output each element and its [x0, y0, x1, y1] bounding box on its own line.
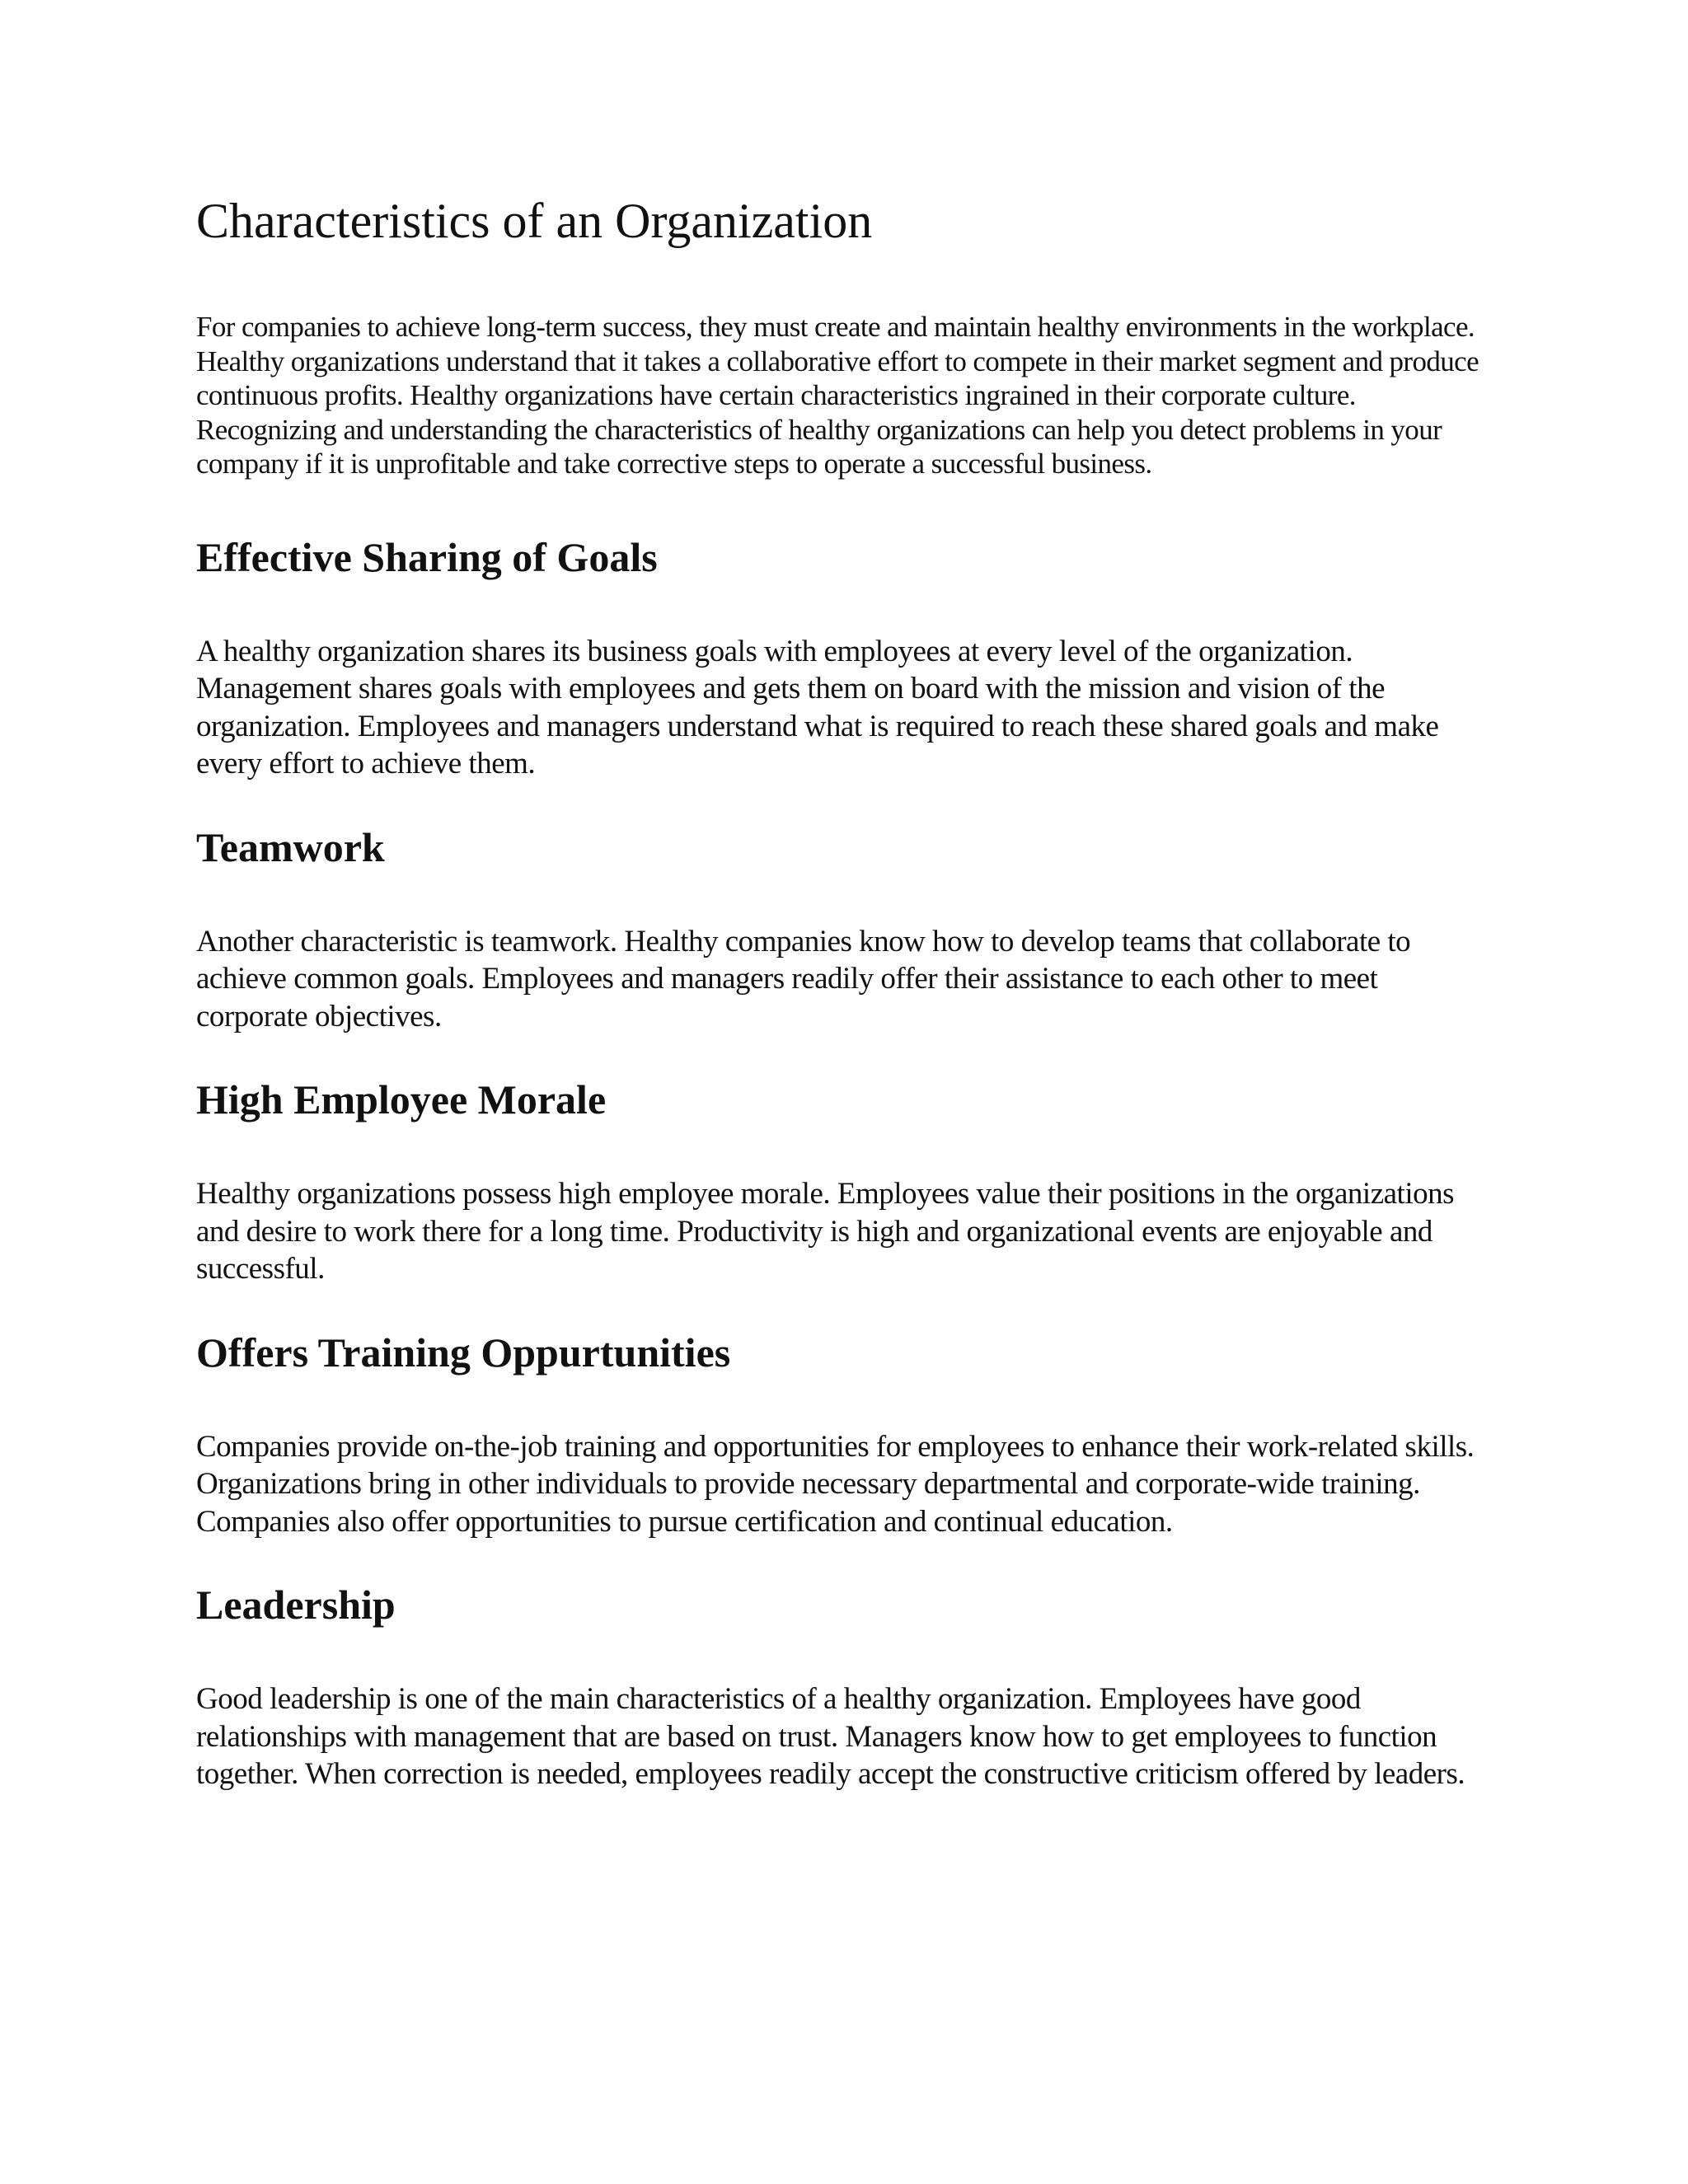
section-heading: Teamwork: [196, 823, 385, 870]
section-heading: Effective Sharing of Goals: [196, 533, 658, 580]
section-body: Good leadership is one of the main characteristics of a healthy organization. Employees have good relationships with management that are based on trust. Managers know how to get employees to function together. When correction is needed, employees readily accept the constructive criticism offered by leaders.: [196, 1682, 1465, 1791]
section-teamwork: [196, 823, 1490, 1036]
section-leadership: [196, 1580, 1490, 1793]
section-high-employee-morale: [196, 1075, 1490, 1288]
section-body: Companies provide on-the-job training and opportunities for employees to enhance their work-related skills. Organizations bring in other individuals to provide necessary departmental and corporate-wide training. Companies also offer opportunities to pursue certification and continual education.: [196, 1429, 1475, 1539]
section-heading: High Employee Morale: [196, 1076, 607, 1122]
section-heading: Leadership: [196, 1582, 396, 1628]
document-content: [196, 191, 1490, 1833]
section-heading: Offers Training Oppurtunities: [196, 1329, 731, 1376]
section-body: Healthy organizations possess high employee morale. Employees value their positions in the organizations and desire to work there for a long time. Productivity is high and organizational events are enjoyable and successful.: [196, 1177, 1454, 1286]
section-effective-sharing-of-goals: [196, 532, 1490, 783]
document-title: Characteristics of an Organization: [196, 194, 873, 248]
section-offers-training-opportunities: [196, 1328, 1490, 1541]
section-body: A healthy organization shares its business goals with employees at every level of the organization. Management shares goals with employees and gets them on board with the mission and vision of the organization. Employees and managers understand what is required to reach these shared goals and make every effort to achieve them.: [196, 634, 1439, 780]
section-body: Another characteristic is teamwork. Healthy companies know how to develop teams that collaborate to achieve common goals. Employees and managers readily offer their assistance to each other to meet corporate objectives.: [196, 924, 1411, 1033]
intro-paragraph: For companies to achieve long-term success, they must create and maintain healthy environments in the workplace. Healthy organizations understand that it takes a collaborative effort to compete in their market segment and produce continuous profits. Healthy organizations have certain characteristics ingrained in their corporate culture. Recognizing and understanding the characteristics of healthy organizations can help you detect problems in your company if it is unprofitable and take corrective steps to operate a successful business.: [196, 311, 1479, 480]
